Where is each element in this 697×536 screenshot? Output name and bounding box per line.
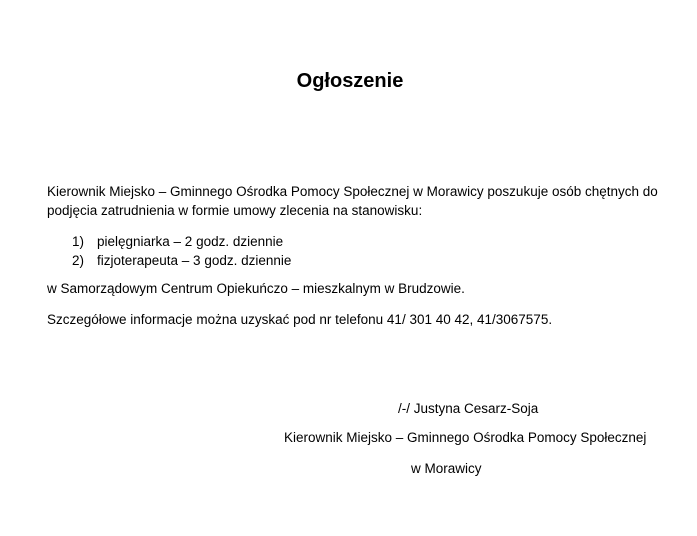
positions-list [72,232,291,270]
list-item [72,251,291,270]
list-item-text: fizjoterapeuta – 3 godz. dziennie [97,253,292,268]
list-item-number: 1) [72,234,85,249]
contact-info-paragraph: Szczegółowe informacje można uzyskać pod nr telefonu 41/ 301 40 42, 41/3067575. [47,312,553,327]
document-title: Ogłoszenie [296,70,404,92]
intro-paragraph: Kierownik Miejsko – Gminnego Ośrodka Pomocy Społecznej w Morawicy poszukuje osób chętnych do podjęcia zatrudnienia w formie umowy zlecenia na stanowisku: [47,184,658,218]
location-paragraph: w Samorządowym Centrum Opiekuńczo – mieszkalnym w Brudzowie. [47,281,465,296]
list-item-number: 2) [72,253,85,268]
list-item-text: pielęgniarka – 2 godz. dziennie [97,234,284,249]
signature-name: /-/ Justyna Cesarz-Soja [398,401,539,416]
list-item [72,232,291,251]
signature-position: Kierownik Miejsko – Gminnego Ośrodka Pomocy Społecznej [284,430,647,445]
signature-place: w Morawicy [411,461,482,476]
